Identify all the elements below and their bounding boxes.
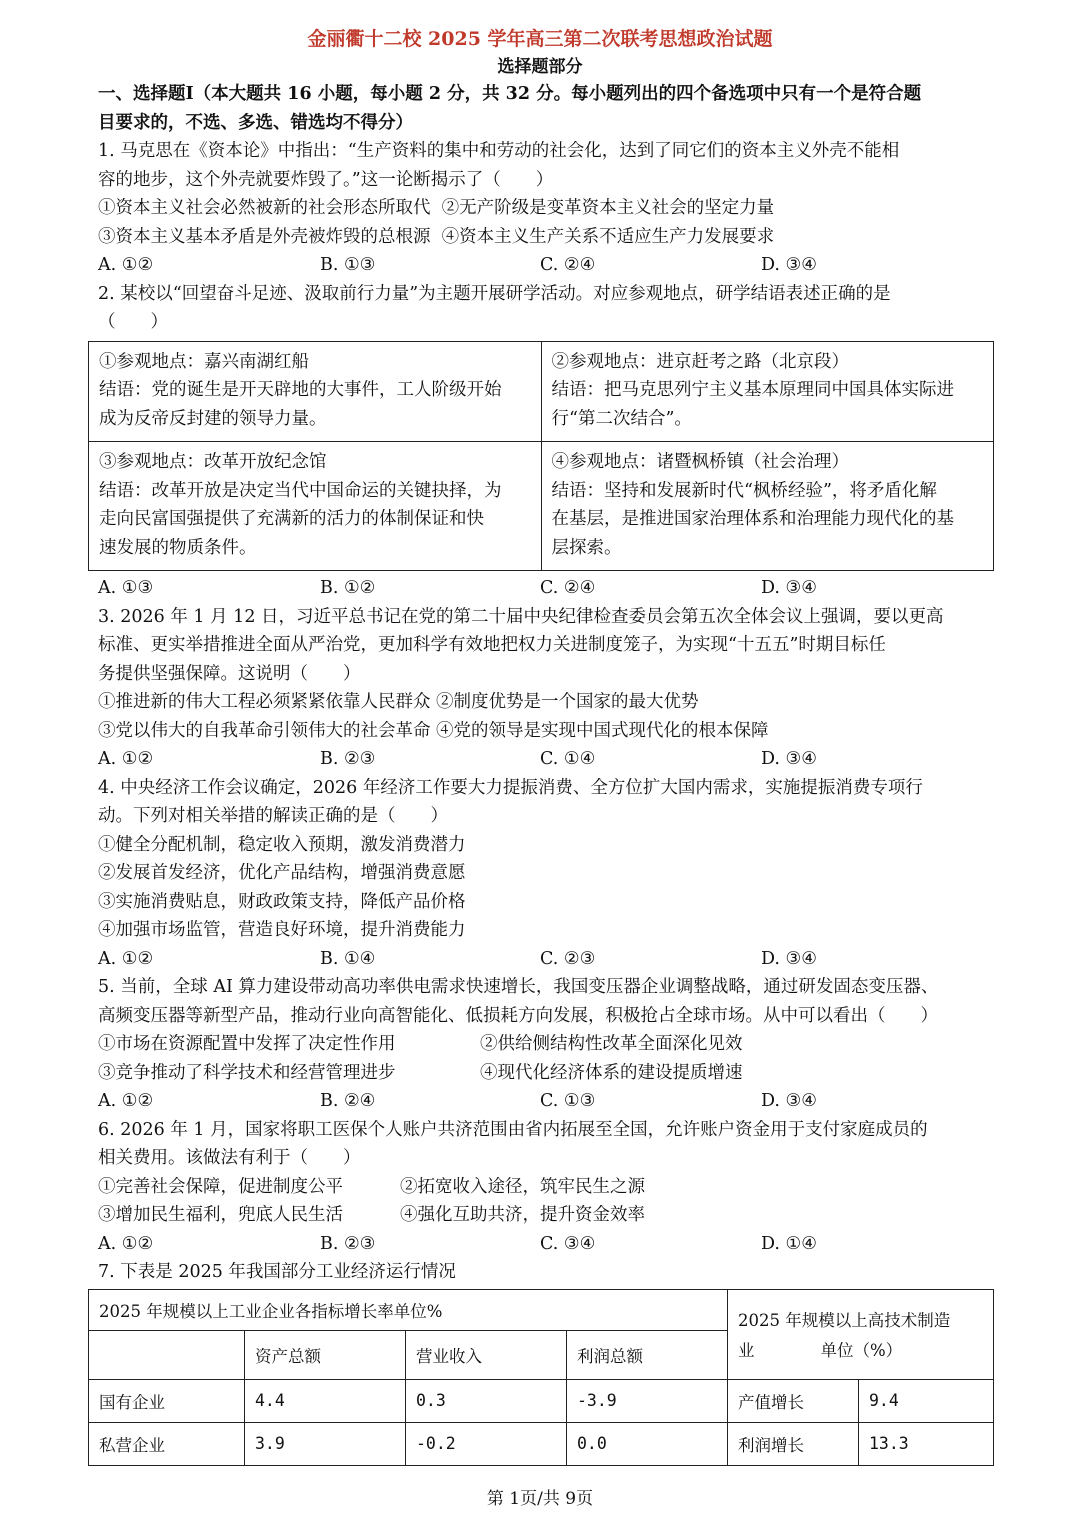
- choice-c[interactable]: C. ②④: [540, 255, 596, 275]
- q5-option-2: ②供给侧结构性改革全面深化见效: [480, 1034, 743, 1054]
- q6-options-row2: [98, 1201, 990, 1230]
- q7-col-header: 资产总额: [245, 1330, 406, 1379]
- choice-a[interactable]: A. ①②: [98, 749, 154, 769]
- choice-a[interactable]: A. ①②: [98, 1091, 154, 1111]
- q1-option-3: ③资本主义基本矛盾是外壳被炸毁的总根源: [98, 226, 431, 247]
- q7-col-header: 营业收入: [406, 1330, 567, 1379]
- q7-left-header: 2025 年规模以上工业企业各指标增长率单位%: [89, 1289, 728, 1330]
- q3-options-row2: ③党以伟大的自我革命引领伟大的社会革命 ④党的领导是实现中国式现代化的根本保障: [98, 720, 769, 741]
- q7-cell: 0.0: [567, 1422, 728, 1465]
- q5-option-4: ④现代化经济体系的建设提质增速: [480, 1062, 743, 1083]
- choice-d[interactable]: D. ③④: [761, 948, 817, 969]
- q7-row-label: 国有企业: [89, 1379, 245, 1422]
- choice-c[interactable]: C. ③④: [540, 1233, 596, 1254]
- q4-option-2: ②发展首发经济，优化产品结构，增强消费意愿: [98, 863, 466, 883]
- choice-a[interactable]: A. ①③: [98, 578, 154, 598]
- q2-choices: [98, 574, 990, 603]
- q4-stem-line2: 动。下列对相关举措的解读正确的是（ ）: [98, 806, 448, 826]
- q1-option-4: ④资本主义生产关系不适应生产力发展要求: [441, 226, 775, 247]
- q7-right-header: [728, 1289, 994, 1379]
- q7-right-label: 产值增长: [728, 1379, 859, 1422]
- q7-cell: -3.9: [567, 1379, 728, 1422]
- q7-stem: 7. 下表是 2025 年我国部分工业经济运行情况: [98, 1262, 456, 1282]
- q2-cell-3: [89, 442, 542, 571]
- q5-stem-line2: 高频变压器等新型产品，推动行业向高智能化、低损耗方向发展，积极抢占全球市场。从中可以看出（ ）: [98, 1005, 938, 1026]
- q7-cell: -0.2: [406, 1422, 567, 1465]
- q1-stem-line2: 容的地步，这个外壳就要炸毁了。”这一论断揭示了（ ）: [98, 169, 554, 190]
- choice-d[interactable]: D. ③④: [761, 255, 817, 275]
- cell-line: 速发展的物质条件。: [99, 537, 257, 558]
- cell-line: ①参观地点：嘉兴南湖红船: [99, 351, 309, 372]
- q6-choices: [98, 1230, 990, 1259]
- q7-right-header-line2: 业 单位（%）: [738, 1341, 903, 1360]
- q1-choices: [98, 251, 990, 280]
- exam-title: 金丽衢十二校 2025 学年高三第二次联考思想政治试题: [307, 28, 773, 50]
- q7-right-header-line1: 2025 年规模以上高技术制造: [738, 1311, 951, 1330]
- choice-c[interactable]: C. ①④: [540, 749, 596, 769]
- cell-line: ②参观地点：进京赶考之路（北京段）: [551, 351, 849, 372]
- page-footer: 第 1页/共 9页: [486, 1489, 594, 1509]
- q2-stem-line1: 2. 某校以“回望奋斗足迹、汲取前行力量”为主题开展研学活动。对应参观地点，研学结语表述正确的是: [98, 283, 891, 304]
- choice-b[interactable]: B. ②③: [320, 1233, 376, 1254]
- choice-a[interactable]: A. ①②: [98, 1233, 154, 1254]
- q6-stem-line1: 6. 2026 年 1 月，国家将职工医保个人账户共济范围由省内拓展至全国，允许账户资金用于支付家庭成员的: [98, 1119, 928, 1140]
- q6-stem-line2: 相关费用。该做法有利于（ ）: [98, 1148, 361, 1168]
- q7-cell: 3.9: [245, 1422, 406, 1465]
- q7-right-cell: 13.3: [859, 1422, 994, 1465]
- q4-option-3: ③实施消费贴息，财政政策支持，降低产品价格: [98, 891, 466, 912]
- q6-option-2: ②拓宽收入途径，筑牢民生之源: [400, 1176, 645, 1197]
- q2-cell-1: [89, 341, 542, 442]
- q3-stem-line2: 标准、更实举措推进全面从严治党，更加科学有效地把权力关进制度笼子，为实现“十五五”时期目标任: [98, 635, 886, 655]
- q6-options-row1: [98, 1173, 990, 1202]
- q3-choices: [98, 745, 990, 774]
- q7-col-header: 利润总额: [567, 1330, 728, 1379]
- q7-empty-corner: [89, 1330, 245, 1379]
- choice-b[interactable]: B. ②③: [320, 749, 376, 769]
- cell-line: 成为反帝反封建的领导力量。: [99, 408, 327, 429]
- q5-option-3: ③竞争推动了科学技术和经营管理进步: [98, 1062, 396, 1083]
- cell-line: 结语：坚持和发展新时代“枫桥经验”，将矛盾化解: [551, 480, 937, 501]
- q5-choices: [98, 1087, 990, 1116]
- q1-options-row2: [98, 223, 990, 252]
- q1-option-1: ①资本主义社会必然被新的社会形态所取代: [98, 198, 431, 218]
- choice-b[interactable]: B. ①③: [320, 255, 376, 275]
- choice-d[interactable]: D. ①④: [761, 1233, 817, 1254]
- choice-a[interactable]: A. ①②: [98, 255, 154, 275]
- choice-b[interactable]: B. ①②: [320, 578, 376, 598]
- q7-right-cell: 9.4: [859, 1379, 994, 1422]
- choice-c[interactable]: C. ②④: [540, 578, 596, 598]
- q7-right-label: 利润增长: [728, 1422, 859, 1465]
- choice-b[interactable]: B. ②④: [320, 1091, 376, 1111]
- cell-line: 在基层，是推进国家治理体系和治理能力现代化的基: [551, 509, 954, 529]
- exam-content: [98, 80, 990, 1466]
- q5-stem-line1: 5. 当前，全球 AI 算力建设带动高功率供电需求快速增长，我国变压器企业调整战略，通过研发固态变压器、: [98, 977, 939, 997]
- q7-cell: 4.4: [245, 1379, 406, 1422]
- q4-stem-line1: 4. 中央经济工作会议确定，2026 年经济工作要大力提振消费、全方位扩大国内需求，实施提振消费专项行: [98, 777, 923, 798]
- q2-stem-line2: （ ）: [98, 312, 168, 332]
- q2-cell-2: [541, 341, 994, 442]
- q1-option-2: ②无产阶级是变革资本主义社会的坚定力量: [441, 198, 775, 218]
- choice-c[interactable]: C. ②③: [540, 948, 596, 969]
- q6-option-3: ③增加民生福利，兜底人民生活: [98, 1205, 343, 1225]
- cell-line: 走向民富国强提供了充满新的活力的体制保证和快: [99, 509, 484, 529]
- choice-b[interactable]: B. ①④: [320, 948, 376, 969]
- cell-line: 层探索。: [551, 537, 622, 558]
- choice-a[interactable]: A. ①②: [98, 948, 154, 969]
- choice-c[interactable]: C. ①③: [540, 1091, 596, 1111]
- cell-line: 结语：改革开放是决定当代中国命运的关键抉择，为: [99, 480, 502, 501]
- q7-row-label: 私营企业: [89, 1422, 245, 1465]
- q5-options-row1: [98, 1030, 990, 1059]
- q2-cell-4: [541, 442, 994, 571]
- q3-stem-line3: 务提供坚强保障。这说明（ ）: [98, 663, 361, 684]
- choice-d[interactable]: D. ③④: [761, 1091, 817, 1111]
- cell-line: ③参观地点：改革开放纪念馆: [99, 452, 327, 472]
- q7-data-table: [88, 1289, 994, 1466]
- section-subtitle: 选择题部分: [497, 57, 583, 77]
- q3-options-row1: ①推进新的伟大工程必须紧紧依靠人民群众 ②制度优势是一个国家的最大优势: [98, 692, 699, 712]
- q1-options-row1: [98, 194, 990, 223]
- cell-line: 行“第二次结合”。: [551, 408, 692, 429]
- q6-option-1: ①完善社会保障，促进制度公平: [98, 1176, 343, 1197]
- section-instructions-line2: 目要求的，不选、多选、错选均不得分）: [98, 112, 413, 133]
- q5-option-1: ①市场在资源配置中发挥了决定性作用: [98, 1034, 396, 1054]
- q4-option-4: ④加强市场监管，营造良好环境，提升消费能力: [98, 920, 466, 940]
- q1-stem-line1: 1. 马克思在《资本论》中指出：“生产资料的集中和劳动的社会化，达到了同它们的资本主义外壳不能相: [98, 141, 900, 161]
- choice-d[interactable]: D. ③④: [761, 749, 817, 769]
- q4-choices: [98, 945, 990, 974]
- q4-option-1: ①健全分配机制，稳定收入预期，激发消费潜力: [98, 834, 466, 855]
- cell-line: ④参观地点：诸暨枫桥镇（社会治理）: [551, 452, 849, 472]
- choice-d[interactable]: D. ③④: [761, 578, 817, 598]
- cell-line: 结语：把马克思列宁主义基本原理同中国具体实际进: [551, 380, 954, 400]
- q3-stem-line1: 3. 2026 年 1 月 12 日，习近平总书记在党的第二十届中央纪律检查委员会第五次全体会议上强调，要以更高: [98, 606, 944, 627]
- section-instructions-line1: 一、选择题Ⅰ（本大题共 16 小题，每小题 2 分，共 32 分。每小题列出的四个备选项中只有一个是符合题: [98, 84, 922, 104]
- q7-cell: 0.3: [406, 1379, 567, 1422]
- cell-line: 结语：党的诞生是开天辟地的大事件，工人阶级开始: [99, 380, 502, 400]
- q6-option-4: ④强化互助共济，提升资金效率: [400, 1205, 645, 1225]
- q5-options-row2: [98, 1059, 990, 1088]
- q2-table: [88, 341, 994, 572]
